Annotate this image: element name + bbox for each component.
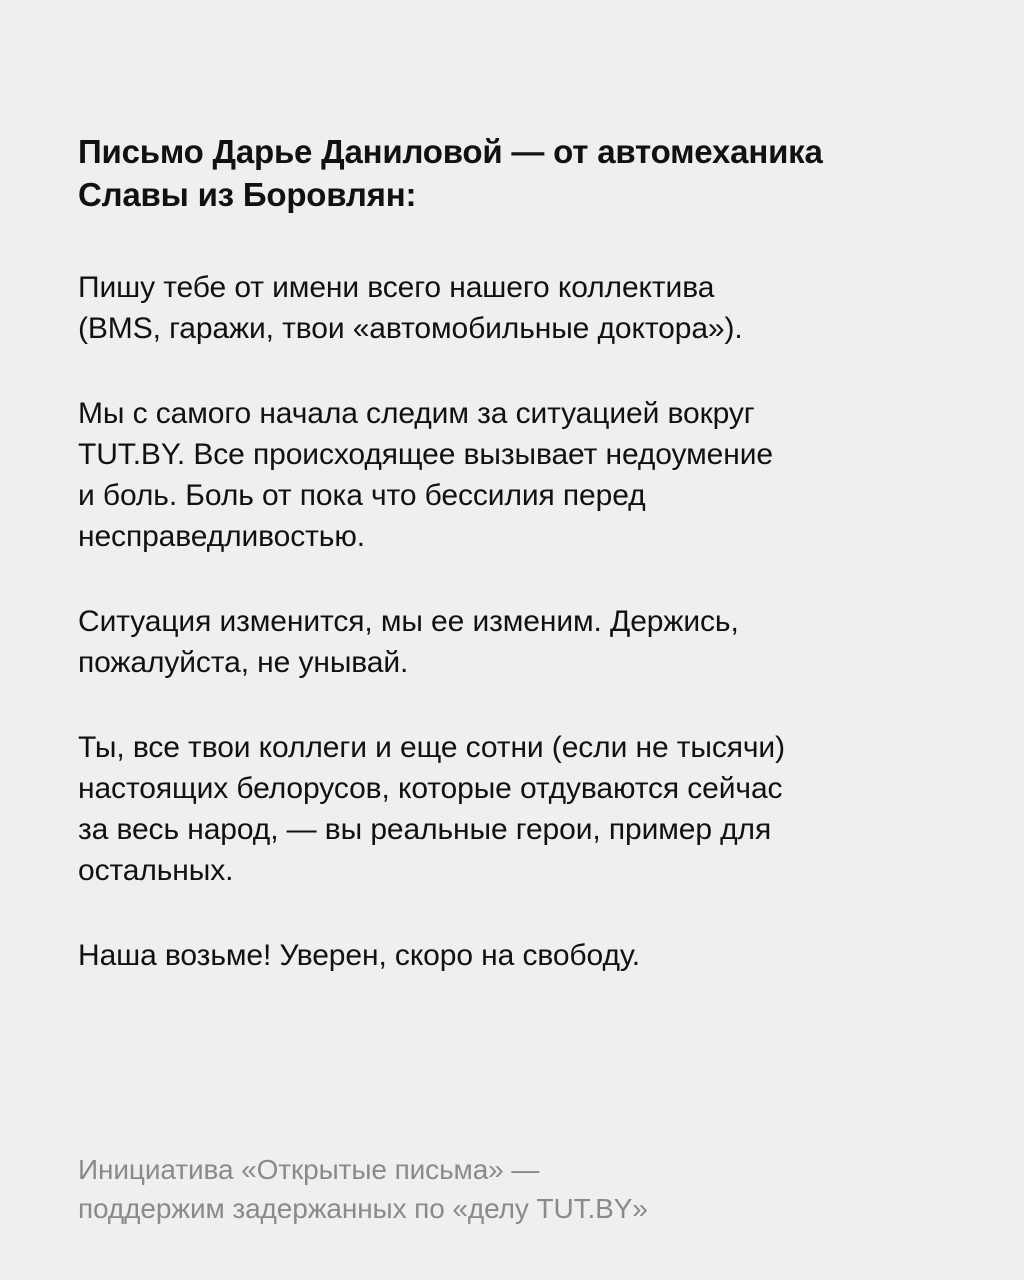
paragraph-1-line-1: Пишу тебе от имени всего нашего коллектива	[78, 271, 715, 304]
letter-content	[78, 130, 978, 976]
letter-title	[78, 130, 978, 216]
paragraph-4-line-3: за весь народ, — вы реальные герои, пример для	[78, 813, 772, 846]
footer-line-1: Инициатива «Открытые письма» —	[78, 1154, 540, 1185]
letter-title-line-2: Славы из Боровлян:	[78, 176, 417, 213]
letter-paragraph-1	[78, 267, 978, 349]
letter-paragraph-4	[78, 727, 978, 891]
letter-paragraph-5	[78, 935, 978, 976]
paragraph-3-line-1: Ситуация изменится, мы ее изменим. Держись,	[78, 605, 739, 638]
paragraph-1-line-2: (BMS, гаражи, твои «автомобильные доктора»).	[78, 312, 743, 345]
paragraph-2-line-3: и боль. Боль от пока что бессилия перед	[78, 479, 646, 512]
paragraph-2-line-1: Мы с самого начала следим за ситуацией вокруг	[78, 397, 755, 430]
paragraph-4-line-2: настоящих белорусов, которые отдуваются сейчас	[78, 772, 783, 805]
paragraph-2-line-4: несправедливостью.	[78, 520, 365, 553]
footer-line-2: поддержим задержанных по «делу TUT.BY»	[78, 1193, 648, 1224]
letter-title-line-1: Письмо Дарье Даниловой — от автомеханика	[78, 133, 823, 170]
paragraph-4-line-1: Ты, все твои коллеги и еще сотни (если не тысячи)	[78, 731, 785, 764]
paragraph-4-line-4: остальных.	[78, 854, 234, 887]
paragraph-3-line-2: пожалуйста, не унывай.	[78, 646, 409, 679]
paragraph-5-line-1: Наша возьме! Уверен, скоро на свободу.	[78, 939, 640, 972]
letter-paragraph-3	[78, 601, 978, 683]
initiative-footer	[78, 1150, 958, 1228]
letter-paragraph-2	[78, 393, 978, 557]
paragraph-2-line-2: TUT.BY. Все происходящее вызывает недоумение	[78, 438, 773, 471]
